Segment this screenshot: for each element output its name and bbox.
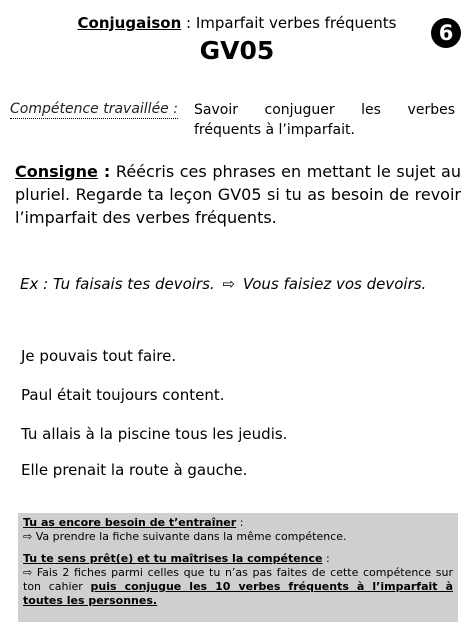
sheet-number-badge: 6 [431,18,461,48]
competence-line-2: fréquents à l’imparfait. [194,122,355,138]
arrow-right-icon: ⇨ [222,275,236,293]
practice-text: Va prendre la fiche suivante dans la même compétence. [32,530,347,543]
box-spacer [23,544,453,552]
arrow-right-icon: ⇨ [23,530,33,543]
instructions-text: Réécris ces phrases en mettant le sujet au pluriel. Regarde ta leçon GV05 si tu as besoin de revoir l’imparfait des verbes fréquents. [15,162,461,227]
example-before: Ex : Tu faisais tes devoirs. [20,275,215,293]
ready-instruction [23,566,453,608]
ready-title: Tu te sens prêt(e) et tu maîtrises la compétence [23,552,323,565]
competence-line-1: Savoir conjuguer les verbes [194,102,455,118]
instructions [15,160,461,229]
arrow-right-icon: ⇨ [23,566,33,579]
example-line [20,275,426,293]
ready-emphasis: puis conjugue les 10 verbes fréquents à l’imparfait à toutes les personnes. [23,580,453,607]
practice-instruction [23,530,453,544]
example-after: Vous faisiez vos devoirs. [242,275,427,293]
exercise-sentence: Tu allais à la piscine tous les jeudis. [21,425,288,443]
practice-title-suffix: : [236,516,244,529]
instructions-label: Consigne [15,162,98,181]
instructions-colon: : [97,162,111,181]
exercise-sentence: Elle prenait la route à gauche. [21,461,248,479]
next-steps-title-1 [23,516,453,530]
competence-label: Compétence travaillée : [10,101,178,117]
exercise-sentence: Je pouvais tout faire. [21,347,177,365]
next-steps-box [18,513,458,622]
practice-title: Tu as encore besoin de t’entraîner [23,516,237,529]
lesson-code: GV05 [199,36,275,65]
ready-text: Fais 2 fiches parmi celles que tu n’as pas faites de cette compétence sur ton cahier [23,566,453,593]
page-header [0,14,474,32]
ready-title-suffix: : [322,552,330,565]
header-separator: : [181,14,196,32]
topic-title: Imparfait verbes fréquents [195,14,397,32]
next-steps-title-2 [23,552,453,566]
subject-title: Conjugaison [77,14,182,32]
competence-text [194,100,455,140]
exercise-sentence: Paul était toujours content. [21,386,225,404]
